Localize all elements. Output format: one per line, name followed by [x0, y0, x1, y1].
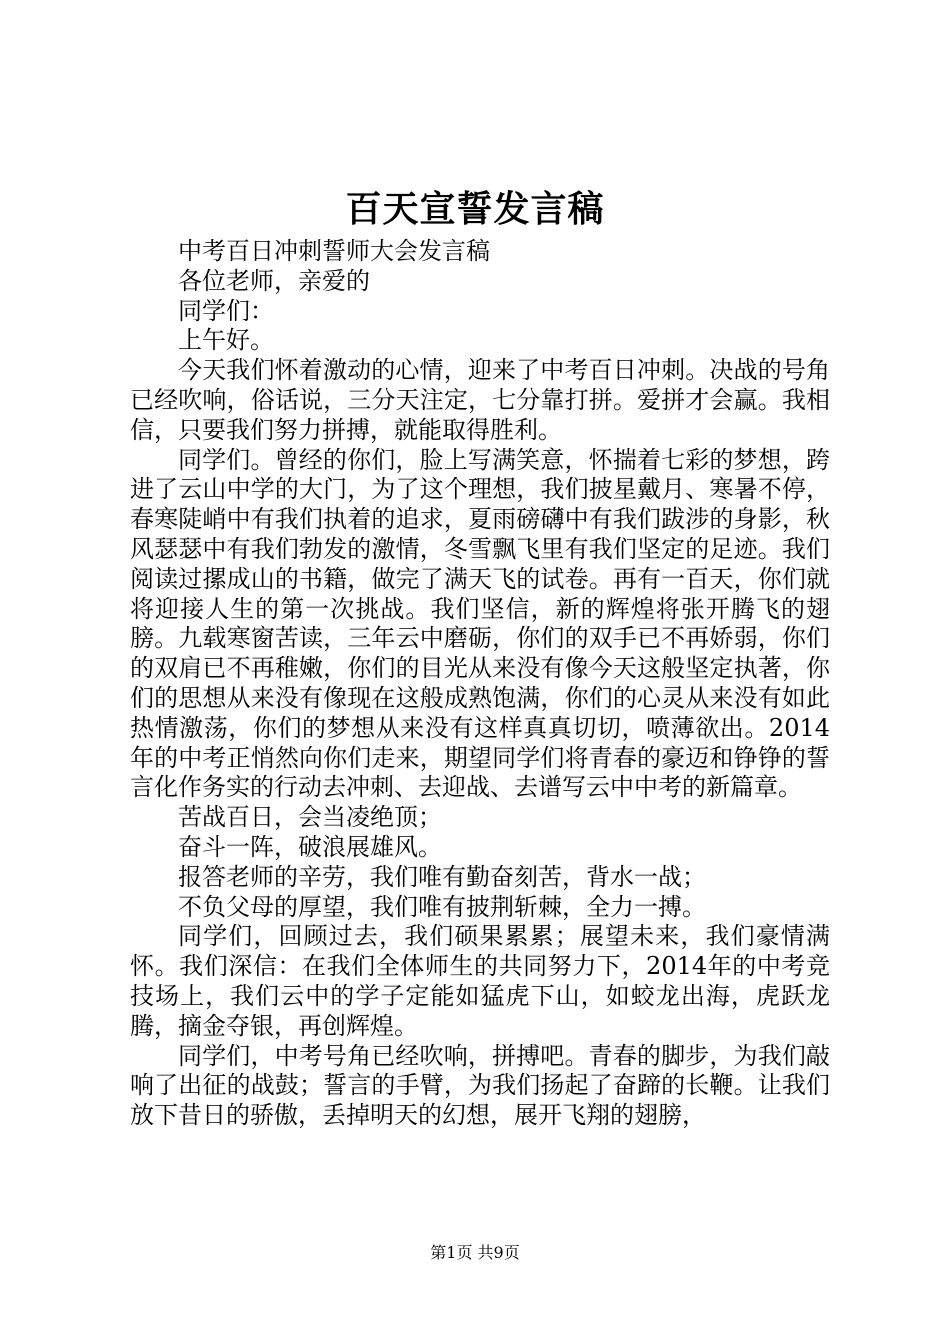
paragraph-closing: 同学们，中考号角已经吹响，拼搏吧。青春的脚步，为我们敲响了出征的战鼓；誓言的手臂，为我们扬起了奋蹄的长鞭。让我们放下昔日的骄傲，丢掉明天的幻想，展开飞翔的翅膀， — [130, 1041, 830, 1130]
document-title: 百天宣誓发言稿 — [345, 188, 605, 230]
paragraph-heading: 中考百日冲刺誓师大会发言稿 — [178, 237, 490, 265]
paragraph-good-morning: 上午好。 — [178, 326, 274, 355]
paragraph-review: 同学们，回顾过去，我们硕果累累；展望未来，我们豪情满怀。我们深信：在我们全体师生的共同努力下，2014年的中考竞技场上，我们云中的学子定能如猛虎下山，如蛟龙出海，虎跃龙腾，摘金夺银，再创辉煌。 — [130, 922, 830, 1040]
paragraph-couplet-3: 报答老师的辛劳，我们唯有勤奋刻苦，背水一战； — [178, 862, 706, 891]
paragraph-intro: 今天我们怀着激动的心情，迎来了中考百日冲刺。决战的号角已经吹响，俗话说，三分天注定，七分靠打拼。爱拼才会赢。我相信，只要我们努力拼搏，就能取得胜利。 — [130, 356, 830, 444]
page-number-footer: 第1页 共9页 — [430, 1243, 520, 1262]
paragraph-greeting-students: 同学们： — [178, 296, 274, 325]
paragraph-couplet-2: 奋斗一阵，破浪展雄风。 — [178, 832, 442, 861]
paragraph-body-main: 同学们。曾经的你们，脸上写满笑意，怀揣着七彩的梦想，跨进了云山中学的大门，为了这个理想，我们披星戴月、寒暑不停，春寒陡峭中有我们执着的追求，夏雨磅礴中有我们跋涉的身影，秋风瑟瑟中有我们勃发的激情，冬雪飘飞里有我们坚定的足迹。我们阅读过摞成山的书籍，做完了满天飞的试卷。再有一百天，你们就将迎接人生的第一次挑战。我们坚信，新的辉煌将张开腾飞的翅膀。九载寒窗苦读，三年云中磨砺，你们的双手已不再娇弱，你们的双肩已不再稚嫩，你们的目光从来没有像今天这般坚定执著，你们的思想从来没有像现在这般成熟饱满，你们的心灵从来没有如此热情激荡，你们的梦想从来没有这样真真切切，喷薄欲出。2014年的中考正悄然向你们走来，期望同学们将青春的豪迈和铮铮的誓言化作务实的行动去冲刺、去迎战、去谱写云中中考的新篇章。 — [130, 445, 830, 802]
paragraph-greeting-teachers: 各位老师，亲爱的 — [178, 266, 370, 295]
paragraph-couplet-4: 不负父母的厚望，我们唯有披荆斩棘，全力一搏。 — [178, 892, 706, 921]
document-body — [130, 237, 830, 1131]
paragraph-couplet-1: 苦战百日，会当凌绝顶； — [178, 803, 442, 832]
